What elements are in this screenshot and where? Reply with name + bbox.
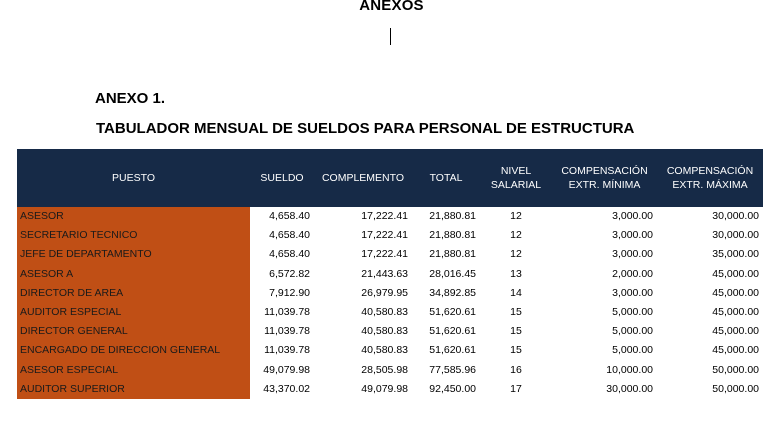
cell-maxima: 45,000.00 [712,344,759,357]
cell-minima: 5,000.00 [612,344,653,357]
cell-total: 21,880.81 [429,210,476,223]
table-row [17,207,763,226]
cell-puesto: AUDITOR ESPECIAL [17,303,250,322]
cell-maxima: 45,000.00 [712,267,759,280]
cell-puesto: ENCARGADO DE DIRECCION GENERAL [17,341,250,360]
cell-sueldo: 7,912.90 [250,284,314,303]
table-row [17,265,763,284]
cell-maxima: 45,000.00 [712,286,759,299]
header-compensacion-minima [552,149,657,207]
header-nivel [480,149,552,207]
cell-minima: 5,000.00 [612,325,653,338]
cell-maxima: 30,000.00 [712,229,759,242]
cell-complemento: 40,580.83 [361,306,408,319]
cell-nivel: 16 [510,363,522,376]
cell-puesto: ASESOR ESPECIAL [17,361,250,380]
cell-sueldo: 43,370.02 [250,380,314,399]
cell-minima: 30,000.00 [606,382,653,395]
table-row [17,380,763,399]
table-row [17,303,763,322]
cell-sueldo: 4,658.40 [250,245,314,264]
text-cursor [390,28,391,45]
cell-sueldo: 4,658.40 [250,226,314,245]
cell-minima: 2,000.00 [612,267,653,280]
table-row [17,284,763,303]
cell-maxima: 30,000.00 [712,210,759,223]
table-row [17,245,763,264]
cell-maxima: 50,000.00 [712,363,759,376]
header-sueldo: SUELDO [250,149,314,207]
cell-nivel: 12 [510,229,522,242]
cell-total: 51,620.61 [429,344,476,357]
cell-nivel: 15 [510,325,522,338]
cell-total: 92,450.00 [429,382,476,395]
table-row [17,226,763,245]
document-title: ANEXOS [359,0,424,14]
cell-total: 28,016.45 [429,267,476,280]
cell-complemento: 17,222.41 [361,229,408,242]
cell-sueldo: 11,039.78 [250,303,314,322]
cell-minima: 10,000.00 [606,363,653,376]
cell-sueldo: 49,079.98 [250,361,314,380]
cell-complemento: 26,979.95 [361,286,408,299]
header-total: TOTAL [412,149,480,207]
cell-complemento: 21,443.63 [361,267,408,280]
header-maxima-line1: COMPENSACIÓN [666,165,754,177]
cell-minima: 3,000.00 [612,229,653,242]
cell-nivel: 13 [510,267,522,280]
salary-table [17,149,764,399]
cell-sueldo: 11,039.78 [250,341,314,360]
cell-nivel: 12 [510,248,522,261]
cell-maxima: 45,000.00 [712,306,759,319]
cell-puesto: SECRETARIO TECNICO [17,226,250,245]
cell-nivel: 12 [510,210,522,223]
cell-complemento: 28,505.98 [361,363,408,376]
cell-minima: 3,000.00 [612,210,653,223]
table-header-row [17,149,763,207]
table-row [17,341,763,360]
header-minima-line1: COMPENSACIÓN [561,165,648,177]
cell-total: 21,880.81 [429,229,476,242]
cell-puesto: JEFE DE DEPARTAMENTO [17,245,250,264]
cell-total: 34,892.85 [429,286,476,299]
cell-complemento: 17,222.41 [361,210,408,223]
header-maxima-line2: EXTR. MÁXIMA [672,179,748,191]
cell-maxima: 45,000.00 [712,325,759,338]
cell-nivel: 15 [510,344,522,357]
cell-sueldo: 4,658.40 [250,207,314,226]
table-title: TABULADOR MENSUAL DE SUELDOS PARA PERSONAL DE ESTRUCTURA [96,120,635,137]
cell-maxima: 35,000.00 [712,248,759,261]
cell-puesto: ASESOR [17,207,250,226]
cell-puesto: ASESOR A [17,265,250,284]
cell-puesto: DIRECTOR DE AREA [17,284,250,303]
cell-sueldo: 6,572.82 [250,265,314,284]
header-nivel-line2: SALARIAL [490,179,542,191]
cell-nivel: 17 [510,382,522,395]
cell-total: 51,620.61 [429,325,476,338]
cell-sueldo: 11,039.78 [250,322,314,341]
cell-complemento: 40,580.83 [361,325,408,338]
header-minima-line2: EXTR. MÍNIMA [568,179,641,191]
cell-complemento: 40,580.83 [361,344,408,357]
header-puesto: PUESTO [17,149,250,207]
cell-minima: 3,000.00 [612,248,653,261]
cell-total: 77,585.96 [429,363,476,376]
table-row [17,361,763,380]
cell-minima: 5,000.00 [612,306,653,319]
cell-puesto: DIRECTOR GENERAL [17,322,250,341]
header-nivel-line1: NIVEL [500,165,532,177]
cell-complemento: 49,079.98 [361,382,408,395]
cell-puesto: AUDITOR SUPERIOR [17,380,250,399]
cell-nivel: 15 [510,306,522,319]
cell-total: 21,880.81 [429,248,476,261]
header-compensacion-maxima [657,149,763,207]
annex-label: ANEXO 1. [95,90,166,107]
cell-total: 51,620.61 [429,306,476,319]
header-complemento: COMPLEMENTO [314,149,412,207]
cell-complemento: 17,222.41 [361,248,408,261]
cell-nivel: 14 [510,286,522,299]
table-row [17,322,763,341]
cell-maxima: 50,000.00 [712,382,759,395]
cell-minima: 3,000.00 [612,286,653,299]
